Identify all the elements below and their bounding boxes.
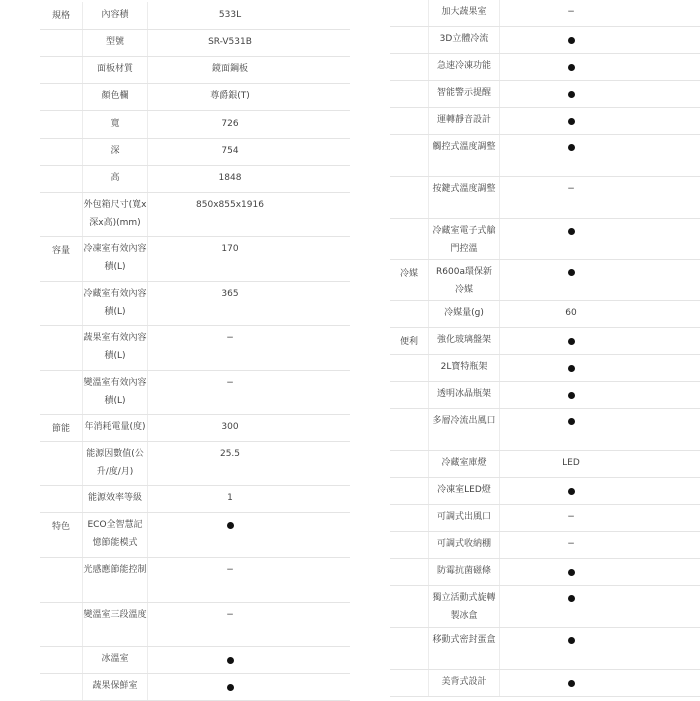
row-item-text: 透明冰晶瓶架 xyxy=(436,389,491,400)
row-item-label xyxy=(428,451,500,477)
filled-circle-icon xyxy=(568,595,575,602)
row-value xyxy=(148,2,312,29)
row-item-label xyxy=(82,513,148,557)
filled-circle-icon xyxy=(227,684,234,691)
row-value xyxy=(148,111,312,138)
row-item-text: 面板材質 xyxy=(96,64,133,75)
row-value xyxy=(500,451,642,477)
spec-row xyxy=(390,628,700,670)
row-value-text: − xyxy=(567,7,575,18)
row-item-label xyxy=(82,282,148,325)
row-category xyxy=(40,30,82,56)
filled-circle-icon xyxy=(568,338,575,345)
row-category xyxy=(40,193,82,236)
row-item-text: 3D立體冷流 xyxy=(439,34,489,45)
row-category xyxy=(390,177,428,218)
row-item-label xyxy=(428,586,500,627)
filled-circle-icon xyxy=(568,418,575,425)
spec-row xyxy=(390,0,700,27)
feature-dot-icon xyxy=(148,513,312,557)
spec-row xyxy=(40,282,350,326)
row-value xyxy=(148,282,312,325)
row-item-label xyxy=(82,647,148,673)
spec-row xyxy=(40,415,350,442)
feature-dot-icon xyxy=(500,478,642,504)
row-item-text: 2L寶特瓶架 xyxy=(440,362,488,373)
spec-row xyxy=(40,139,350,166)
row-item-label xyxy=(82,139,148,165)
feature-dot-icon xyxy=(500,586,642,627)
row-value xyxy=(500,0,642,26)
spec-row xyxy=(40,603,350,647)
row-item-label xyxy=(82,674,148,700)
row-item-label xyxy=(428,260,500,300)
row-category xyxy=(390,0,428,26)
row-item-label xyxy=(428,135,500,176)
row-value xyxy=(148,166,312,192)
row-category xyxy=(390,505,428,531)
row-value xyxy=(148,30,312,56)
spec-row xyxy=(40,326,350,371)
row-value-text: − xyxy=(226,610,234,620)
row-item-label xyxy=(428,81,500,107)
spec-row xyxy=(390,54,700,81)
row-category xyxy=(40,442,82,485)
row-value xyxy=(500,177,642,218)
row-category xyxy=(40,326,82,370)
row-value xyxy=(148,442,312,485)
row-item-text: 移動式密封蛋盒 xyxy=(432,635,496,645)
row-value xyxy=(148,57,312,83)
spec-row xyxy=(390,478,700,505)
row-category xyxy=(40,486,82,512)
row-value-text: 60 xyxy=(565,308,577,319)
row-item-label xyxy=(428,628,500,669)
row-category xyxy=(390,219,428,259)
feature-dot-icon xyxy=(500,382,642,408)
row-item-text: 蔬果室有效內容積(L) xyxy=(83,333,147,361)
row-category xyxy=(390,586,428,627)
row-value xyxy=(500,301,642,327)
filled-circle-icon xyxy=(227,522,234,529)
row-value xyxy=(148,326,312,370)
filled-circle-icon xyxy=(568,488,575,495)
row-category xyxy=(390,559,428,585)
spec-row xyxy=(40,486,350,513)
spec-row xyxy=(40,57,350,84)
row-category: 特色 xyxy=(51,522,70,532)
row-item-label xyxy=(428,670,500,696)
row-item-label xyxy=(82,84,148,110)
row-value-text: − xyxy=(226,333,234,343)
spec-row xyxy=(40,558,350,603)
row-item-text: ECO全智慧記憶節能模式 xyxy=(87,520,143,548)
row-category xyxy=(390,409,428,450)
row-item-text: 能源效率等級 xyxy=(87,493,142,504)
row-item-label xyxy=(428,54,500,80)
row-item-text: 冷凍室LED燈 xyxy=(437,485,491,496)
row-category xyxy=(40,647,82,673)
row-category: 節能 xyxy=(51,424,70,434)
row-value xyxy=(148,603,312,646)
row-value xyxy=(148,84,312,110)
spec-row xyxy=(40,111,350,139)
row-value xyxy=(148,193,312,236)
row-item-text: 蔬果保鮮室 xyxy=(92,681,138,692)
row-item-label xyxy=(82,558,148,602)
spec-row xyxy=(40,2,350,30)
row-item-text: R600a環保新冷媒 xyxy=(436,267,492,295)
row-category xyxy=(390,355,428,381)
row-item-text: 智能警示提醒 xyxy=(436,88,491,99)
feature-dot-icon xyxy=(500,355,642,381)
row-item-text: 高 xyxy=(110,173,120,184)
row-item-text: 冷凍室有效內容積(L) xyxy=(83,244,147,272)
spec-row xyxy=(390,108,700,135)
row-item-label xyxy=(428,27,500,53)
spec-row xyxy=(390,260,700,301)
row-item-text: 能源因數值(公升/度/月) xyxy=(86,449,144,477)
row-item-label xyxy=(428,559,500,585)
row-item-label xyxy=(82,193,148,236)
feature-dot-icon xyxy=(500,81,642,107)
feature-dot-icon xyxy=(148,674,312,700)
row-item-text: 急速冷凍功能 xyxy=(436,61,491,72)
row-category xyxy=(40,558,82,602)
row-value xyxy=(148,237,312,281)
spec-row xyxy=(390,532,700,559)
spec-row xyxy=(390,559,700,586)
row-item-label xyxy=(82,442,148,485)
row-item-label xyxy=(428,532,500,558)
spec-row xyxy=(390,355,700,382)
row-category xyxy=(390,532,428,558)
row-category xyxy=(390,135,428,176)
row-category xyxy=(390,108,428,134)
row-item-label xyxy=(82,486,148,512)
row-item-text: 防霉抗菌磁條 xyxy=(436,566,491,577)
row-item-text: 冷藏室有效內容積(L) xyxy=(83,289,147,317)
spec-row xyxy=(390,177,700,219)
row-item-text: 觸控式溫度調整 xyxy=(432,142,496,152)
row-item-text: 光感應節能控制 xyxy=(83,565,147,575)
filled-circle-icon xyxy=(568,392,575,399)
row-category xyxy=(390,382,428,408)
spec-row xyxy=(40,30,350,57)
row-value-text: 25.5 xyxy=(219,449,241,459)
row-item-text: 冷藏室庫燈 xyxy=(441,458,487,469)
row-item-text: 加大蔬果室 xyxy=(441,7,487,18)
feature-dot-icon xyxy=(500,54,642,80)
spec-row xyxy=(40,193,350,237)
row-value xyxy=(500,532,642,558)
row-value-text: 726 xyxy=(221,118,239,129)
row-category xyxy=(40,139,82,165)
spec-row xyxy=(40,674,350,701)
row-category xyxy=(390,451,428,477)
row-item-label xyxy=(428,328,500,354)
feature-dot-icon xyxy=(500,219,642,259)
row-item-label xyxy=(82,237,148,281)
feature-dot-icon xyxy=(500,670,642,696)
row-item-text: 可調式出風口 xyxy=(436,512,491,523)
spec-row xyxy=(390,505,700,532)
row-value xyxy=(148,486,312,512)
spec-row xyxy=(390,27,700,54)
row-value xyxy=(148,139,312,165)
spec-row xyxy=(390,219,700,260)
row-category xyxy=(40,371,82,414)
row-item-label xyxy=(82,603,148,646)
row-category xyxy=(390,628,428,669)
row-value-text: 170 xyxy=(221,244,239,254)
row-item-label xyxy=(428,355,500,381)
row-item-text: 冰溫室 xyxy=(101,654,129,665)
feature-dot-icon xyxy=(500,328,642,354)
row-value-text: − xyxy=(226,378,234,388)
spec-row xyxy=(390,135,700,177)
row-category xyxy=(40,84,82,110)
row-item-text: 按鍵式溫度調整 xyxy=(432,184,496,194)
row-category: 冷媒 xyxy=(399,269,418,279)
row-item-label xyxy=(82,415,148,441)
row-value-text: 850x855x1916 xyxy=(196,200,264,210)
row-item-text: 美背式設計 xyxy=(441,677,487,688)
row-value-text: 1848 xyxy=(218,173,242,184)
row-value-text: 300 xyxy=(221,422,239,433)
row-item-text: 可調式收納棚 xyxy=(436,539,491,550)
filled-circle-icon xyxy=(568,144,575,151)
spec-row xyxy=(390,586,700,628)
row-item-label xyxy=(82,111,148,138)
row-item-text: 多層冷流出風口 xyxy=(432,416,496,426)
row-value xyxy=(148,415,312,441)
spec-row xyxy=(40,166,350,193)
row-category xyxy=(390,670,428,696)
row-value-text: − xyxy=(567,184,575,194)
filled-circle-icon xyxy=(568,228,575,235)
row-item-text: 強化玻璃盤架 xyxy=(436,335,491,346)
feature-dot-icon xyxy=(500,628,642,669)
row-item-label xyxy=(428,409,500,450)
row-category xyxy=(40,166,82,192)
row-category xyxy=(40,603,82,646)
spec-row xyxy=(390,328,700,355)
row-item-text: 運轉靜音設計 xyxy=(436,115,491,126)
row-value-text: 365 xyxy=(221,289,239,299)
row-item-label xyxy=(428,382,500,408)
filled-circle-icon xyxy=(568,118,575,125)
row-value xyxy=(148,371,312,414)
row-item-text: 冷藏室電子式艙門控溫 xyxy=(432,226,496,254)
row-value-text: 尊爵銀(T) xyxy=(210,91,250,102)
spec-row xyxy=(40,442,350,486)
row-item-label xyxy=(428,301,500,327)
spec-row xyxy=(40,513,350,558)
feature-dot-icon xyxy=(500,135,642,176)
row-category: 容量 xyxy=(51,246,70,256)
row-category xyxy=(390,54,428,80)
feature-dot-icon xyxy=(148,647,312,673)
row-item-text: 內容積 xyxy=(101,9,129,20)
row-category: 便利 xyxy=(399,337,418,347)
row-item-text: 型號 xyxy=(105,37,124,48)
row-value-text: SR-V531B xyxy=(208,37,252,48)
row-item-text: 變溫室三段溫度 xyxy=(83,610,147,620)
filled-circle-icon xyxy=(227,657,234,664)
spec-row xyxy=(40,84,350,111)
row-item-label xyxy=(82,30,148,56)
row-category xyxy=(390,81,428,107)
filled-circle-icon xyxy=(568,64,575,71)
row-value-text: 1 xyxy=(227,493,233,504)
spec-row xyxy=(390,382,700,409)
row-item-text: 變溫室有效內容積(L) xyxy=(83,378,147,406)
row-category xyxy=(390,27,428,53)
feature-dot-icon xyxy=(500,559,642,585)
row-item-label xyxy=(428,0,500,26)
row-item-label xyxy=(428,478,500,504)
row-value-text: 533L xyxy=(218,9,242,20)
row-category xyxy=(40,674,82,700)
row-item-label xyxy=(82,57,148,83)
feature-dot-icon xyxy=(500,27,642,53)
row-item-label xyxy=(428,108,500,134)
spec-row xyxy=(390,409,700,451)
row-item-label xyxy=(82,371,148,414)
row-item-label xyxy=(428,177,500,218)
row-item-label xyxy=(82,166,148,192)
filled-circle-icon xyxy=(568,637,575,644)
row-value-text: − xyxy=(567,539,575,550)
row-item-label xyxy=(428,505,500,531)
row-item-text: 深 xyxy=(110,146,120,157)
feature-dot-icon xyxy=(500,260,642,300)
spec-row xyxy=(390,81,700,108)
row-item-text: 冷媒量(g) xyxy=(444,308,484,319)
row-value-text: − xyxy=(226,565,234,575)
filled-circle-icon xyxy=(568,569,575,576)
row-item-text: 年消耗電量(度) xyxy=(84,422,146,433)
row-item-text: 獨立活動式旋轉製冰盒 xyxy=(432,593,496,621)
row-value-text: LED xyxy=(562,458,580,469)
feature-dot-icon xyxy=(500,409,642,450)
row-category xyxy=(40,57,82,83)
row-item-label xyxy=(82,326,148,370)
spec-row xyxy=(40,647,350,674)
row-category: 規格 xyxy=(51,11,70,21)
spec-row xyxy=(390,670,700,697)
filled-circle-icon xyxy=(568,269,575,276)
row-item-text: 顏色欄 xyxy=(101,91,129,102)
row-value-text: 754 xyxy=(221,146,239,157)
filled-circle-icon xyxy=(568,680,575,687)
spec-row xyxy=(390,451,700,478)
row-value xyxy=(500,505,642,531)
row-value-text: 鏡面鋼板 xyxy=(211,64,248,75)
row-item-text: 寬 xyxy=(110,118,120,129)
row-value xyxy=(148,558,312,602)
feature-dot-icon xyxy=(500,108,642,134)
row-category xyxy=(40,282,82,325)
row-category xyxy=(390,301,428,327)
filled-circle-icon xyxy=(568,365,575,372)
filled-circle-icon xyxy=(568,91,575,98)
row-item-text: 外包箱尺寸(寬x深x高)(mm) xyxy=(83,200,147,228)
row-category xyxy=(40,111,82,138)
row-item-label xyxy=(82,2,148,29)
spec-row xyxy=(390,301,700,328)
row-value-text: − xyxy=(567,512,575,523)
spec-row xyxy=(40,371,350,415)
row-item-label xyxy=(428,219,500,259)
spec-row xyxy=(40,237,350,282)
filled-circle-icon xyxy=(568,37,575,44)
row-category xyxy=(390,478,428,504)
